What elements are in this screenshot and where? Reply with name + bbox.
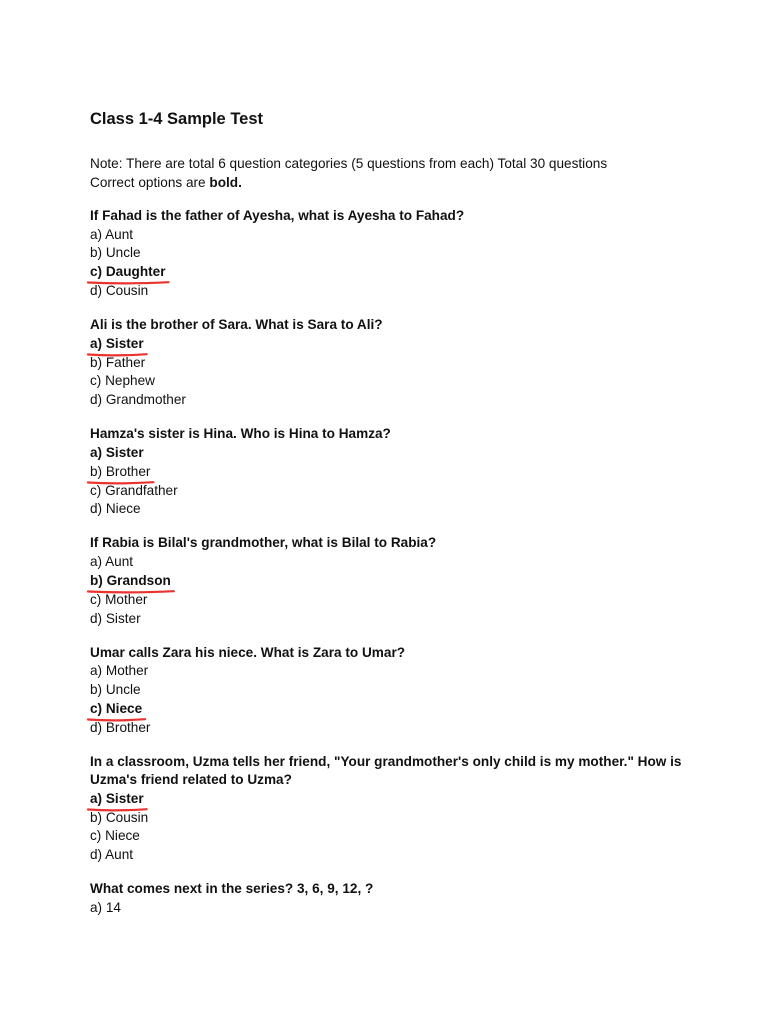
answer-option-label: c) Niece bbox=[90, 700, 142, 719]
answer-option bbox=[90, 354, 710, 373]
answer-option bbox=[90, 282, 710, 301]
answer-option-label: a) Sister bbox=[90, 335, 144, 354]
answer-option-label: a) Sister bbox=[90, 444, 144, 460]
answer-option bbox=[90, 226, 710, 245]
answer-option bbox=[90, 335, 710, 354]
question-text: Hamza's sister is Hina. Who is Hina to Hamza? bbox=[90, 426, 391, 442]
question-text: In a classroom, Uzma tells her friend, "Your grandmother's only child is my mother." How is Uzma's friend related to Uzma? bbox=[90, 753, 682, 788]
answer-option-label: d) Niece bbox=[90, 501, 141, 517]
answer-option-label: a) Mother bbox=[90, 663, 149, 678]
question-text: If Fahad is the father of Ayesha, what is Ayesha to Fahad? bbox=[90, 208, 465, 223]
answer-option bbox=[90, 263, 710, 282]
answer-option bbox=[90, 372, 710, 391]
answer-option-label: c) Grandfather bbox=[90, 482, 178, 498]
answer-option bbox=[90, 463, 710, 482]
note-text: Note: There are total 6 question categories (5 questions from each) Total 30 questions bbox=[90, 156, 608, 171]
answer-option bbox=[90, 846, 710, 865]
answer-option-label: c) Niece bbox=[90, 828, 140, 844]
answer-option bbox=[90, 482, 710, 501]
answer-option-label: b) Uncle bbox=[90, 681, 141, 697]
answer-option-label: a) Sister bbox=[90, 790, 144, 809]
question-block bbox=[90, 316, 710, 410]
question-block bbox=[90, 534, 710, 628]
answer-option-label: a) Aunt bbox=[90, 553, 134, 569]
question-text: What comes next in the series? 3, 6, 9, 12, ? bbox=[90, 881, 374, 897]
answer-option-label: b) Cousin bbox=[90, 809, 149, 825]
note-text: Correct options are bbox=[90, 174, 210, 190]
document-page bbox=[90, 108, 710, 933]
question-block bbox=[90, 425, 710, 519]
answer-option-label: d) Cousin bbox=[90, 283, 149, 299]
note-line bbox=[90, 155, 710, 174]
answer-option-label: a) Aunt bbox=[90, 226, 134, 242]
answer-option bbox=[90, 681, 710, 700]
note-bold-text: bold. bbox=[209, 174, 242, 190]
answer-option-label: c) Mother bbox=[90, 591, 148, 607]
answer-option-label: b) Brother bbox=[90, 463, 150, 482]
answer-option bbox=[90, 899, 710, 918]
answer-option-label: c) Nephew bbox=[90, 373, 155, 389]
answer-option bbox=[90, 553, 710, 572]
answer-option bbox=[90, 610, 710, 629]
question-text: If Rabia is Bilal's grandmother, what is Bilal to Rabia? bbox=[90, 535, 437, 551]
answer-option bbox=[90, 700, 710, 719]
question-block bbox=[90, 880, 710, 917]
answer-option bbox=[90, 500, 710, 519]
answer-option bbox=[90, 572, 710, 591]
answer-option bbox=[90, 809, 710, 828]
question-block bbox=[90, 644, 710, 738]
answer-option bbox=[90, 244, 710, 263]
answer-option-label: a) 14 bbox=[90, 899, 121, 915]
answer-option-label: d) Grandmother bbox=[90, 392, 186, 408]
answer-option-label: c) Daughter bbox=[90, 263, 166, 282]
answer-option bbox=[90, 719, 710, 738]
question-block bbox=[90, 753, 710, 866]
notes-block bbox=[90, 155, 710, 192]
answer-option-label: d) Brother bbox=[90, 719, 151, 735]
answer-option-label: b) Uncle bbox=[90, 245, 141, 261]
answer-option-label: b) Grandson bbox=[90, 572, 171, 591]
answer-option bbox=[90, 662, 710, 681]
question-text: Ali is the brother of Sara. What is Sara to Ali? bbox=[90, 317, 383, 333]
answer-option-label: d) Aunt bbox=[90, 847, 134, 863]
answer-option-label: d) Sister bbox=[90, 610, 141, 626]
question-block bbox=[90, 207, 710, 301]
answer-option-label: b) Father bbox=[90, 354, 146, 370]
answer-option bbox=[90, 444, 710, 463]
question-text: Umar calls Zara his niece. What is Zara to Umar? bbox=[90, 644, 406, 660]
answer-option bbox=[90, 790, 710, 809]
answer-option bbox=[90, 391, 710, 410]
note-line bbox=[90, 174, 710, 193]
answer-option bbox=[90, 591, 710, 610]
question-list bbox=[90, 207, 710, 918]
page-title: Class 1-4 Sample Test bbox=[90, 110, 264, 128]
answer-option bbox=[90, 827, 710, 846]
